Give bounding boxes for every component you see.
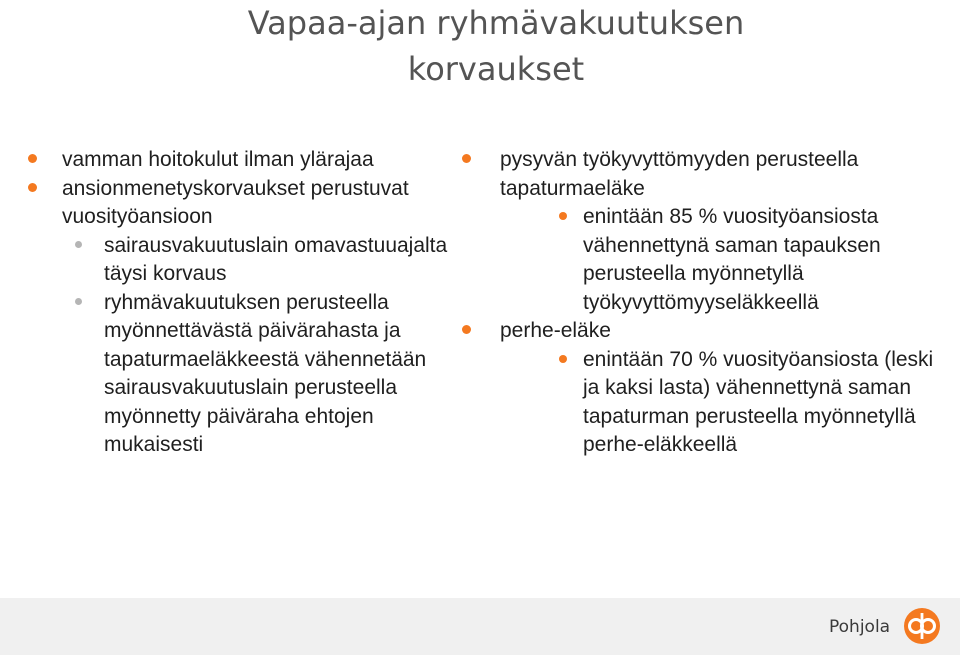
pohjola-logo-icon	[903, 607, 941, 645]
slide-title	[0, 0, 960, 92]
title-line-1: Vapaa-ajan ryhmävakuutuksen	[247, 4, 745, 42]
sub-list-item	[28, 289, 468, 460]
sub-list-item	[462, 346, 942, 460]
sub-bullet-icon	[559, 355, 567, 363]
logo-text: Pohjola	[829, 617, 891, 637]
list-item	[462, 146, 942, 203]
sub-bullet-icon	[75, 298, 82, 305]
sub-list-item	[28, 232, 468, 289]
bullet-icon	[462, 154, 471, 163]
list-item-text: perhe-eläke	[500, 319, 611, 342]
bullet-icon	[462, 325, 471, 334]
sub-list-item-text: sairausvakuutuslain omavastuuajalta täysi korvaus	[104, 233, 448, 285]
sub-list-item-text: enintään 70 % vuosityöansiosta (leski ja kaksi lasta) vähennettynä saman tapaturman perusteella myönnetyllä perhe-eläkkeellä	[583, 347, 934, 456]
sub-list-item-text: enintään 85 % vuosityöansiosta vähennettynä saman tapauksen perusteella myönnetyllä työkyvyttömyyseläkkeellä	[583, 205, 881, 314]
sub-bullet-icon	[559, 212, 567, 220]
list-item-text: vamman hoitokulut ilman ylärajaa	[62, 148, 374, 171]
right-column	[462, 146, 942, 460]
title-line-2: korvaukset	[407, 50, 585, 88]
sub-bullet-icon	[75, 241, 82, 248]
sub-list-item	[462, 203, 942, 317]
bullet-icon	[28, 154, 37, 163]
footer-bar	[0, 598, 960, 655]
list-item-text: pysyvän työkyvyttömyyden perusteella tapaturmaeläke	[500, 148, 859, 200]
left-column	[28, 146, 468, 460]
list-item	[28, 146, 468, 175]
list-item	[462, 317, 942, 346]
list-item	[28, 175, 468, 232]
list-item-text: ansionmenetyskorvaukset perustuvat vuosityöansioon	[62, 176, 409, 228]
bullet-icon	[28, 183, 37, 192]
sub-list-item-text: ryhmävakuutuksen perusteella myönnettävästä päivärahasta ja tapaturmaeläkkeestä vähennetään sairausvakuutuslain perusteella myönnetty päiväraha ehtojen mukaisesti	[104, 290, 427, 456]
